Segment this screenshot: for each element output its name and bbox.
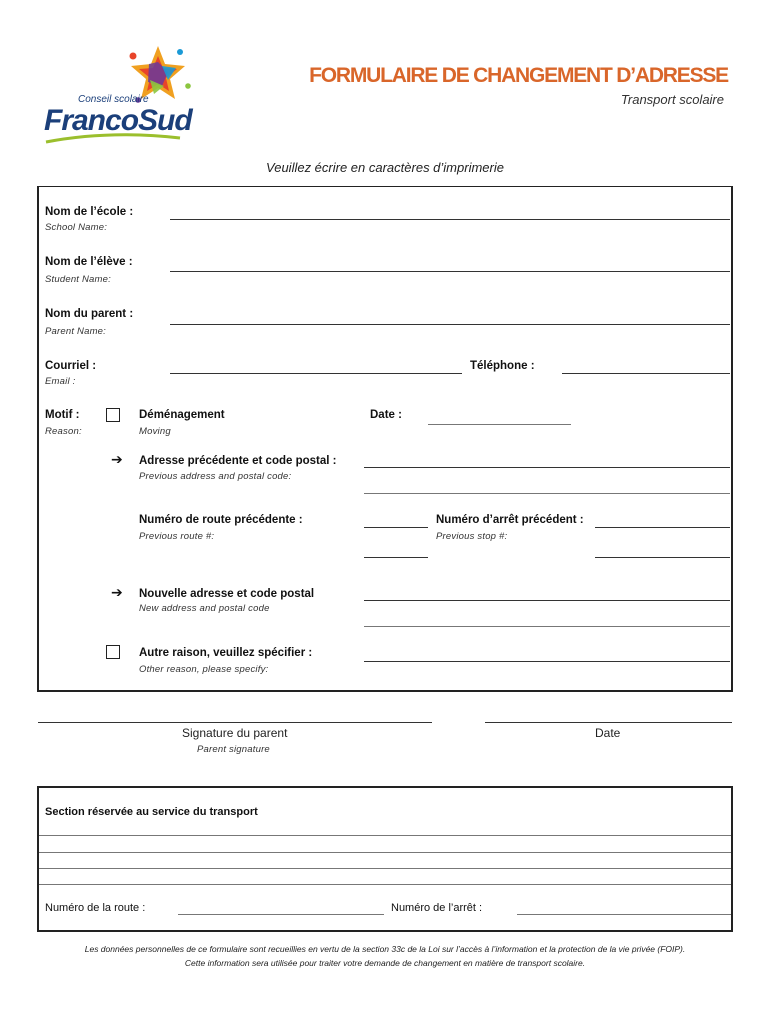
prev-address-field-1[interactable] [364,467,730,468]
student-sublabel: Student Name: [45,274,111,285]
school-name-field[interactable] [170,219,730,220]
new-address-sublabel: New address and postal code [139,603,270,614]
school-label: Nom de l’école : [45,206,134,218]
form-main-section [37,186,733,692]
new-address-field-1[interactable] [364,600,730,601]
svg-text:Conseil scolaire: Conseil scolaire [78,94,149,105]
prev-stop-label: Numéro d’arrêt précédent : [436,514,584,526]
form-subtitle: Transport scolaire [620,92,724,107]
form-title: FORMULAIRE DE CHANGEMENT D’ADRESSE [309,64,728,87]
print-instruction: Veuillez écrire en caractères d’imprimerie [266,160,504,175]
moving-date-field[interactable] [428,424,571,425]
arrow-right-icon: ➔ [111,451,123,467]
moving-sublabel: Moving [139,426,171,437]
signature-date-label: Date [595,726,621,740]
school-sublabel: School Name: [45,222,108,233]
prev-stop-sublabel: Previous stop #: [436,531,508,542]
parent-sublabel: Parent Name: [45,326,107,337]
prev-route-field-2[interactable] [364,557,428,558]
francosud-logo [40,42,200,152]
phone-label: Téléphone : [470,360,535,372]
date-label: Date : [370,409,402,421]
parent-signature-sublabel: Parent signature [197,744,270,755]
prev-stop-field-2[interactable] [595,557,730,558]
prev-address-field-2[interactable] [364,493,730,494]
other-reason-checkbox[interactable] [106,645,120,659]
parent-signature-field[interactable] [38,722,432,723]
moving-label: Déménagement [139,409,225,421]
other-reason-label: Autre raison, veuillez spécifier : [139,647,313,659]
email-field[interactable] [170,373,462,374]
office-line-1[interactable] [39,835,731,836]
prev-address-sublabel: Previous address and postal code: [139,471,292,482]
new-address-field-2[interactable] [364,626,730,627]
office-line-3[interactable] [39,868,731,869]
footer-privacy-line-1: Les données personnelles de ce formulaire sont recueillies en vertu de la section 33c de la Loi sur l’accès à l’information et la protection de la vie privée (FOIP). [84,944,686,954]
phone-field[interactable] [562,373,730,374]
office-stop-field[interactable] [517,914,731,915]
parent-label: Nom du parent : [45,308,134,320]
other-reason-sublabel: Other reason, please specify: [139,664,269,675]
office-line-2[interactable] [39,852,731,853]
svg-text:FrancoSud: FrancoSud [44,104,192,137]
other-reason-field[interactable] [364,661,730,662]
prev-address-label: Adresse précédente et code postal : [139,455,337,467]
office-stop-label: Numéro de l’arrêt : [391,902,483,914]
prev-route-label: Numéro de route précédente : [139,514,303,526]
parent-name-field[interactable] [170,324,730,325]
office-section-title: Section réservée au service du transport [45,806,258,818]
signature-date-field[interactable] [485,722,732,723]
prev-route-field-1[interactable] [364,527,428,528]
motif-sublabel: Reason: [45,426,82,437]
email-sublabel: Email : [45,376,76,387]
office-line-4[interactable] [39,884,731,885]
office-route-field[interactable] [178,914,384,915]
prev-stop-field-1[interactable] [595,527,730,528]
moving-checkbox[interactable] [106,408,120,422]
footer-privacy-line-2: Cette information sera utilisée pour traiter votre demande de changement en matière de transport scolaire. [184,958,586,968]
parent-signature-label: Signature du parent [182,726,288,740]
student-name-field[interactable] [170,271,730,272]
student-label: Nom de l’élève : [45,256,133,268]
email-label: Courriel : [45,360,97,372]
new-address-label: Nouvelle adresse et code postal [139,588,315,600]
arrow-right-icon: ➔ [111,584,123,600]
prev-route-sublabel: Previous route #: [139,531,215,542]
office-route-label: Numéro de la route : [45,902,146,914]
motif-label: Motif : [45,409,80,421]
